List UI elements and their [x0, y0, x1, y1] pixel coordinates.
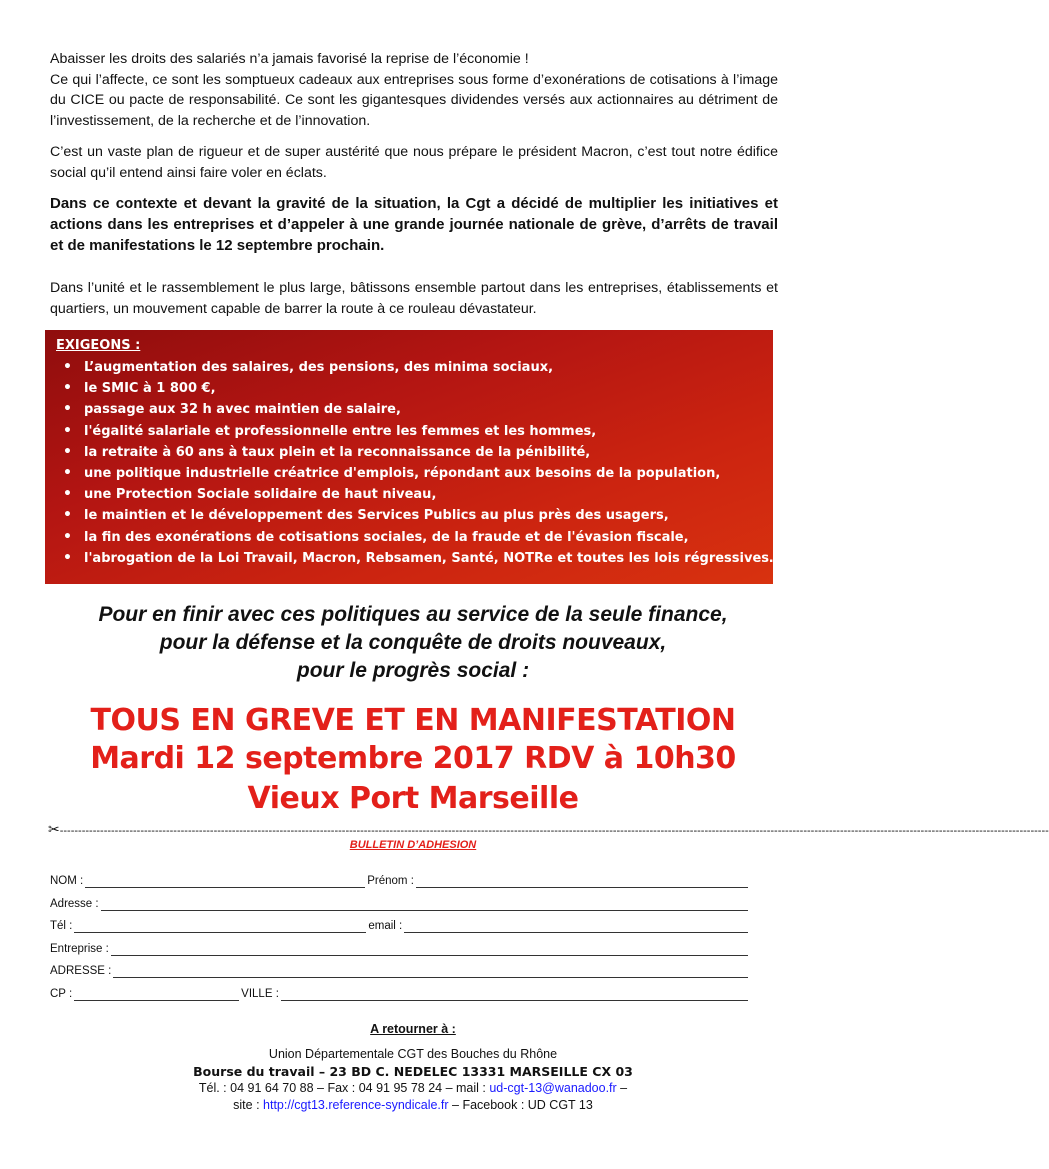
prenom-field[interactable] [416, 877, 748, 888]
return-to-heading: A retourner à : [370, 1022, 456, 1036]
cp-label: CP : [50, 988, 73, 1000]
cut-line [48, 821, 1049, 837]
adresse2-field[interactable] [113, 967, 748, 978]
demand-item: • L’augmentation des salaires, des pensions, des minima sociaux, [45, 357, 782, 378]
ville-field[interactable] [281, 990, 748, 1001]
demand-item: • une Protection Sociale solidaire de haut niveau, [45, 484, 782, 505]
cut-dashes: ------------------------------------------------------------------------------------------------------------------------------------------------------------------------------------------------------------------------------------------------------------------------------ [59, 825, 1049, 837]
demand-item: • la retraite à 60 ans à taux plein et la reconnaissance de la pénibilité, [45, 442, 782, 463]
nom-field[interactable] [85, 877, 365, 888]
demands-box [45, 330, 783, 584]
intro-paragraph-1 [50, 49, 778, 131]
entreprise-label: Entreprise : [50, 943, 109, 955]
scissors-icon: ✂ [48, 821, 60, 837]
form-row-company [50, 942, 750, 956]
email-link[interactable]: ud-cgt-13@wanadoo.fr [489, 1081, 617, 1095]
demand-item: • l'égalité salariale et professionnelle entre les femmes et les hommes, [45, 421, 782, 442]
form-row-address [50, 897, 750, 911]
intro-line-1: Abaisser les droits des salariés n’a jamais favorisé la reprise de l’économie ! [50, 51, 529, 67]
demands-list [45, 357, 782, 569]
email-label: email : [368, 920, 403, 932]
form-row-contact [50, 919, 750, 933]
site-suffix: – Facebook : UD CGT 13 [448, 1098, 593, 1112]
headline-line-3: Vieux Port Marseille [247, 781, 579, 816]
headline-line-1: TOUS EN GREVE ET EN MANIFESTATION [90, 703, 736, 738]
demands-title: EXIGEONS : [56, 338, 141, 353]
demand-item: • le SMIC à 1 800 €, [45, 378, 782, 399]
site-line [0, 1097, 826, 1114]
site-prefix: site : [233, 1098, 264, 1112]
prenom-label: Prénom : [367, 875, 414, 887]
form-row-name [50, 874, 750, 888]
form-row-company-address [50, 964, 750, 978]
adresse-field[interactable] [101, 900, 748, 911]
entreprise-field[interactable] [111, 945, 748, 956]
intro-paragraph-2: C’est un vaste plan de rigueur et de super austérité que nous prépare le président Macron, c’est tout notre édifice social qu’il entend ainsi faire voler en éclats. [50, 144, 778, 181]
slogan-line-1: Pour en finir avec ces politiques au service de la seule finance, [98, 603, 728, 626]
tel-field[interactable] [74, 922, 366, 933]
demand-item: • l'abrogation de la Loi Travail, Macron, Rebsamen, Santé, NOTRe et toutes les lois régressives… [45, 548, 782, 569]
site-link[interactable]: http://cgt13.reference-syndicale.fr [263, 1098, 449, 1112]
org-address: Bourse du travail – 23 BD C. NEDELEC 13331 MARSEILLE CX 03 [193, 1064, 633, 1079]
intro-paragraph-4: Dans l’unité et le rassemblement le plus large, bâtissons ensemble partout dans les entreprises, établissements et quartiers, un mouvement capable de barrer la route à ce rouleau dévastateur. [50, 280, 778, 317]
contact-line [0, 1080, 826, 1097]
adresse-label: Adresse : [50, 898, 99, 910]
intro-paragraph-1-rest: Ce qui l’affecte, ce sont les somptueux cadeaux aux entreprises sous forme d’exonérations de cotisations à l’image du CICE ou pacte de responsabilité. Ce sont les gigantesques dividendes versés aux actionnaires au détriment de l’investissement, de la recherche et de l’innovation. [50, 71, 778, 129]
bulletin-title: BULLETIN D’ADHESION [349, 839, 477, 851]
nom-label: NOM : [50, 875, 84, 887]
email-field[interactable] [404, 922, 748, 933]
ville-label: VILLE : [241, 988, 279, 1000]
demand-item: • la fin des exonérations de cotisations sociales, de la fraude et de l'évasion fiscale, [45, 527, 782, 548]
contact-suffix: – [616, 1081, 628, 1095]
org-name: Union Départementale CGT des Bouches du Rhône [268, 1047, 558, 1061]
demand-item: • le maintien et le développement des Services Publics au plus près des usagers, [45, 505, 782, 526]
slogan-line-3: pour le progrès social : [296, 659, 530, 682]
form-row-city [50, 987, 750, 1001]
tel-label: Tél : [50, 920, 73, 932]
adresse2-label: ADRESSE : [50, 965, 112, 977]
demand-item: • passage aux 32 h avec maintien de salaire, [45, 399, 782, 420]
slogan-line-2: pour la défense et la conquête de droits nouveaux, [159, 631, 667, 654]
headline-line-2: Mardi 12 septembre 2017 RDV à 10h30 [90, 741, 736, 776]
demand-item: • une politique industrielle créatrice d'emplois, répondant aux besoins de la population, [45, 463, 782, 484]
cp-field[interactable] [74, 990, 239, 1001]
intro-paragraph-3: Dans ce contexte et devant la gravité de la situation, la Cgt a décidé de multiplier les initiatives et actions dans les entreprises et d’appeler à une grande journée nationale de grève, d’arrêts de travail et de manifestations le 12 septembre prochain. [50, 195, 778, 254]
contact-prefix: Tél. : 04 91 64 70 88 – Fax : 04 91 95 78 24 – mail : [198, 1081, 490, 1095]
